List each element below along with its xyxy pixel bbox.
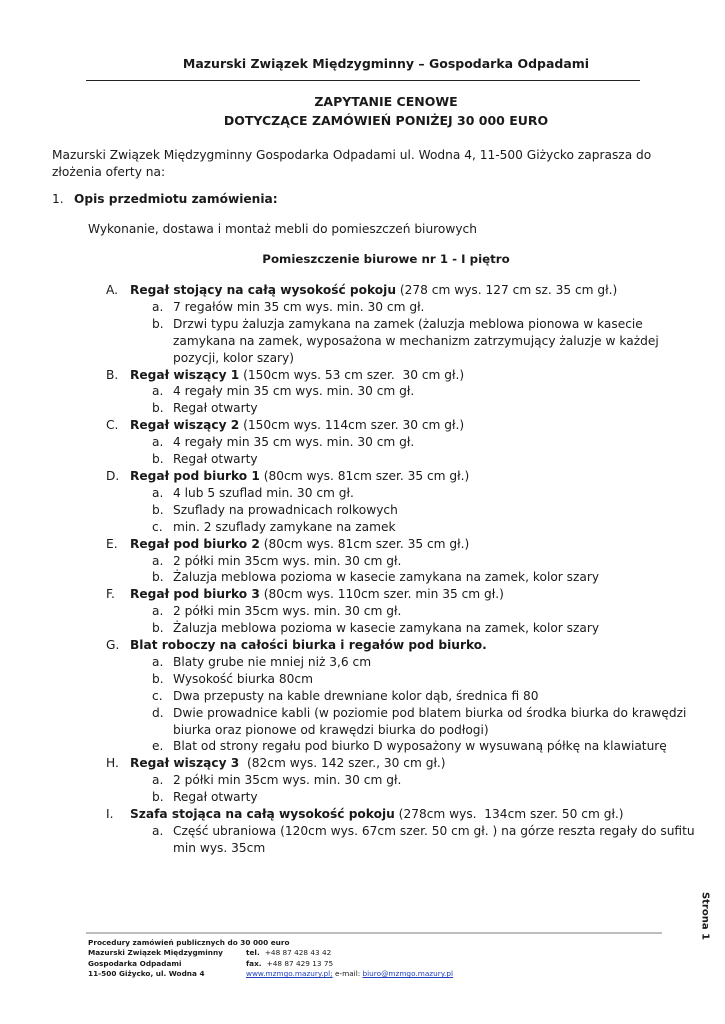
sub-list-item-marker: c. (152, 688, 163, 703)
footer-dept: Gospodarka Odpadami (88, 958, 182, 968)
list-item (106, 282, 696, 299)
list-item-marker: D. (106, 468, 120, 483)
list-item-dimensions: (80cm wys. 81cm szer. 35 cm gł.) (259, 468, 470, 483)
sub-list-item-marker: b. (152, 401, 164, 416)
sub-list-item-marker: b. (152, 621, 164, 636)
sub-list-item-text: 4 lub 5 szuflad min. 30 cm gł. (173, 485, 354, 500)
sub-list-item-text: min. 2 szuflady zamykane na zamek (173, 519, 396, 534)
list-item-dimensions: (278cm wys. 134cm szer. 50 cm gł.) (394, 807, 624, 822)
list-item (106, 417, 696, 434)
page-number-text: Strona 1 (699, 891, 711, 941)
sub-list-item-text: 4 regały min 35 cm wys. min. 30 cm gł. (173, 435, 415, 450)
sub-list-item-text: Żaluzja meblowa pozioma w kasecie zamykana na zamek, kolor szary (173, 570, 600, 585)
footer-website-link[interactable]: www.mzmgo.mazury.pl; (246, 969, 333, 979)
list-item-dimensions: (278 cm wys. 127 cm sz. 35 cm gł.) (396, 283, 618, 297)
sub-list-item-text: Regał otwarty (173, 401, 258, 416)
sub-list-item-marker: b. (152, 452, 164, 467)
footer-procedure-line: Procedury zamówień publicznych do 30 000 euro (88, 938, 290, 947)
list-item (106, 755, 696, 772)
sub-list-item (106, 789, 696, 806)
sub-list-item-text: Dwa przepusty na kable drewniane kolor dąb, średnica fi 80 (173, 688, 539, 703)
sub-list-item (106, 299, 696, 316)
section-intro: Wykonanie, dostawa i montaż mebli do pomieszczeń biurowych (88, 222, 477, 236)
footer-divider (86, 932, 662, 934)
intro-paragraph: Mazurski Związek Międzygminny Gospodarka Odpadami ul. Wodna 4, 11-500 Giżycko zaprasza do złożenia oferty na: (52, 148, 652, 179)
sub-list-item-marker: b. (152, 570, 164, 585)
footer-tel-value: +48 87 428 43 42 (264, 948, 332, 958)
footer-fax-value: +48 87 429 13 75 (266, 958, 334, 968)
sub-list-item (106, 620, 696, 637)
sub-list-item-marker: a. (152, 384, 164, 399)
header-divider (86, 80, 640, 81)
sub-list-item (106, 772, 696, 789)
header-title: Mazurski Związek Międzygminny – Gospodarka Odpadami (182, 56, 590, 71)
sub-list-item-text: 2 półki min 35cm wys. min. 30 cm gł. (173, 773, 402, 788)
sub-list-item-text: Regał otwarty (173, 790, 258, 805)
sub-list-item-text: 7 regałów min 35 cm wys. min. 30 cm gł. (173, 299, 425, 314)
sub-list-item-marker: b. (152, 502, 164, 517)
sub-list-item (106, 485, 696, 502)
sub-list-item-marker: b. (152, 671, 164, 686)
sub-list-item (106, 569, 696, 586)
list-item-marker: B. (106, 367, 119, 382)
sub-list-item-text: Regał otwarty (173, 452, 258, 467)
list-item-title: Regał wiszący 3 (130, 756, 240, 771)
sub-list-item-text: Szuflady na prowadnicach rolkowych (173, 502, 398, 517)
sub-list-item (106, 553, 696, 570)
list-item-marker: A. (106, 283, 118, 297)
sub-list-item-text: Część ubraniowa (120cm wys. 67cm szer. 50 cm gł. ) na górze reszta regały do sufitu min wys. 35cm (173, 824, 695, 855)
footer-tel-label: tel. (246, 948, 260, 958)
list-item (106, 468, 696, 485)
list-item-dimensions: (150cm wys. 114cm szer. 30 cm gł.) (239, 418, 465, 433)
sub-list-item (106, 671, 696, 688)
sub-list-item (106, 738, 696, 755)
footer (88, 938, 668, 980)
footer-org: Mazurski Związek Międzygminny (88, 948, 223, 958)
section-heading (52, 192, 278, 206)
sub-list-item (106, 603, 696, 620)
list-item-title: Blat roboczy na całości biurka i regałów pod biurko. (130, 638, 487, 653)
sub-list-item (106, 434, 696, 451)
sub-list-item-text: Dwie prowadnice kabli (w poziomie pod blatem biurka od środka biurka do krawędzi biurka oraz pionowe od krawędzi biurka do podłogi) (173, 705, 687, 737)
sub-list-item-text: Żaluzja meblowa pozioma w kasecie zamykana na zamek, kolor szary (173, 621, 600, 636)
sub-list-item-marker: a. (152, 654, 164, 669)
footer-fax-label: fax. (246, 958, 262, 968)
page-number-label (690, 893, 720, 939)
sub-list-item (106, 823, 696, 857)
list-item-dimensions: (80cm wys. 81cm szer. 35 cm gł.) (259, 536, 470, 551)
sub-list-item-text: 4 regały min 35 cm wys. min. 30 cm gł. (173, 384, 415, 399)
sub-list-item-marker: a. (152, 773, 164, 788)
sub-list-item-text: Drzwi typu żaluzja zamykana na zamek (żaluzja meblowa pionowa w kasecie zamykana na zamek, wyposażona w mechanizm zatrzymujący żaluzje w każdej pozycji, kolor szary) (173, 316, 659, 365)
sub-list-item-marker: a. (152, 553, 164, 568)
list-item-marker: F. (106, 587, 115, 602)
section-number: 1. (52, 192, 64, 206)
list-item-dimensions: (82cm wys. 142 szer., 30 cm gł.) (239, 756, 446, 771)
sub-list-item-marker: b. (152, 790, 164, 805)
sub-list-item-marker: d. (152, 705, 164, 720)
list-item (106, 536, 696, 553)
sub-list-item (106, 451, 696, 468)
sub-list-item-marker: e. (152, 739, 164, 754)
sub-list-item-marker: a. (152, 604, 164, 619)
sub-list-item (106, 383, 696, 400)
sub-list-item (106, 400, 696, 417)
footer-email-label: e-mail: (332, 969, 363, 979)
footer-address: 11-500 Giżycko, ul. Wodna 4 (88, 969, 205, 979)
list-item-marker: I. (106, 807, 114, 822)
footer-email-link[interactable]: biuro@mzmgo.mazury.pl (362, 969, 454, 979)
list-item (106, 806, 696, 823)
sub-list-item-text: Blaty grube nie mniej niż 3,6 cm (173, 654, 372, 669)
sub-list-item (106, 519, 696, 536)
list-item-title: Regał pod biurko 3 (130, 587, 260, 602)
list-item-title: Regał stojący na całą wysokość pokoju (130, 283, 397, 297)
list-item-title: Regał pod biurko 1 (130, 468, 260, 483)
sub-list-item-text: 2 półki min 35cm wys. min. 30 cm gł. (173, 553, 402, 568)
list-item-title: Regał pod biurko 2 (130, 536, 260, 551)
sub-list-item-text: Wysokość biurka 80cm (173, 671, 313, 686)
list-item-title: Szafa stojąca na całą wysokość pokoju (130, 807, 395, 822)
sub-list-item (106, 502, 696, 519)
room-title: Pomieszczenie biurowe nr 1 - I piętro (262, 252, 510, 266)
document-title-line-1: ZAPYTANIE CENOWE (314, 94, 458, 109)
document-title-line-2: DOTYCZĄCE ZAMÓWIEŃ PONIŻEJ 30 000 EURO (223, 113, 549, 128)
sub-list-item (106, 316, 696, 367)
section-label: Opis przedmiotu zamówienia: (74, 192, 278, 206)
list-item (106, 637, 696, 654)
sub-list-item-marker: a. (152, 824, 164, 838)
list-item-marker: H. (106, 756, 119, 771)
list-item-marker: C. (106, 418, 119, 433)
list-item-title: Regał wiszący 1 (130, 367, 240, 382)
sub-list-item (106, 654, 696, 671)
requirements-list (106, 282, 696, 857)
sub-list-item (106, 705, 696, 739)
list-item-marker: G. (106, 638, 120, 653)
list-item-marker: E. (106, 536, 118, 551)
list-item-dimensions: (80cm wys. 110cm szer. min 35 cm gł.) (259, 587, 504, 602)
sub-list-item (106, 688, 696, 705)
list-item (106, 367, 696, 384)
sub-list-item-marker: c. (152, 519, 163, 534)
list-item (106, 586, 696, 603)
sub-list-item-marker: b. (152, 316, 164, 331)
sub-list-item-marker: a. (152, 435, 164, 450)
sub-list-item-text: Blat od strony regału pod biurko D wyposażony w wysuwaną półkę na klawiaturę (173, 739, 667, 754)
sub-list-item-text: 2 półki min 35cm wys. min. 30 cm gł. (173, 604, 402, 619)
sub-list-item-marker: a. (152, 299, 164, 314)
list-item-dimensions: (150cm wys. 53 cm szer. 30 cm gł.) (239, 367, 465, 382)
list-item-title: Regał wiszący 2 (130, 418, 240, 433)
sub-list-item-marker: a. (152, 485, 164, 500)
